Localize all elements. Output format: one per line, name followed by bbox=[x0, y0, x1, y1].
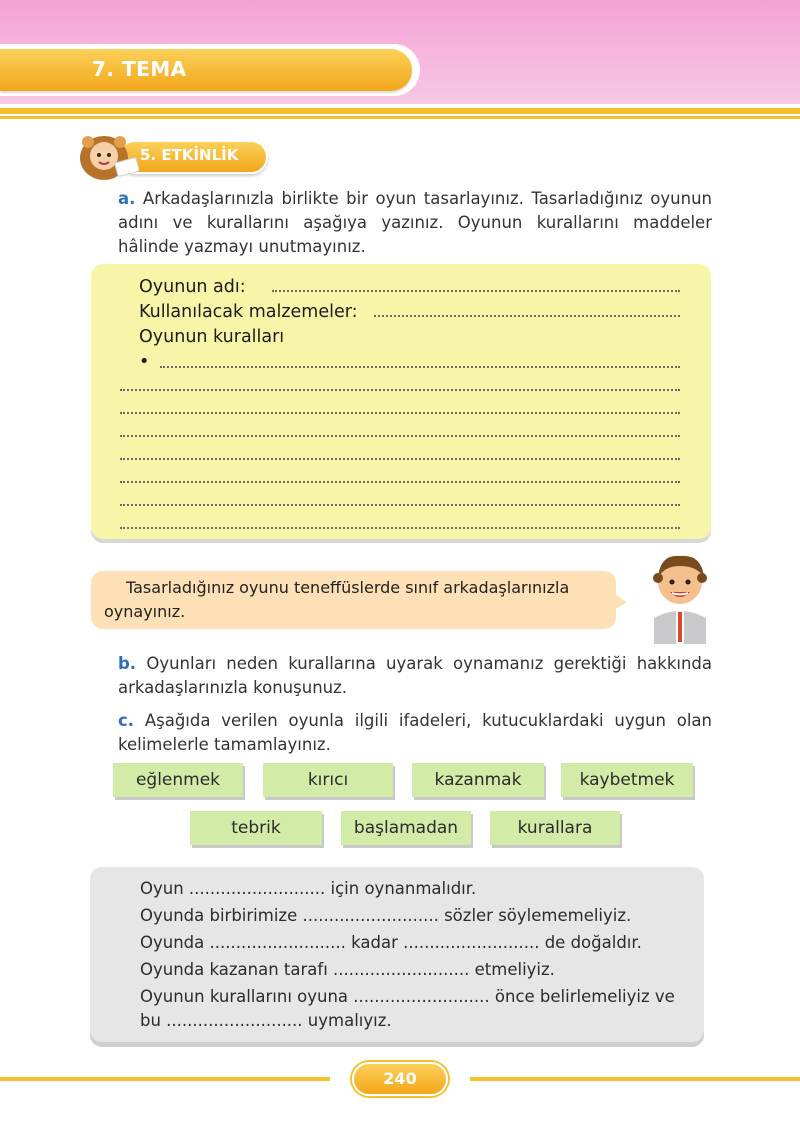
footer-divider-right bbox=[470, 1077, 800, 1081]
rules-field-line[interactable] bbox=[120, 435, 680, 437]
part-c-letter: c. bbox=[118, 711, 135, 730]
rules-field-line[interactable] bbox=[120, 412, 680, 414]
game-name-field[interactable] bbox=[272, 290, 680, 292]
part-a-text: Arkadaşlarınızla birlikte bir oyun tasarlayınız. Tasarladığınız oyunun adını ve kurallarını aşağıya yazınız. Oyunun kurallarını maddeler hâlinde yazmayı unutmayınız. bbox=[118, 189, 712, 256]
word-card[interactable]: eğlenmek bbox=[113, 763, 243, 797]
rules-label: Oyunun kuralları bbox=[139, 327, 285, 347]
rules-bullet: • bbox=[139, 352, 150, 372]
part-a-letter: a. bbox=[118, 189, 136, 208]
rules-field-line[interactable] bbox=[160, 366, 680, 368]
sentence: Oyunda .......................... kadar .......................... de doğaldır. bbox=[140, 933, 642, 952]
part-b-letter: b. bbox=[118, 654, 137, 673]
part-c-text: Aşağıda verilen oyunla ilgili ifadeleri, kutucuklardaki uygun olan kelimelerle tamamlayınız. bbox=[118, 711, 712, 754]
rules-field-line[interactable] bbox=[120, 527, 680, 529]
sentence: Oyun .......................... için oynanmalıdır. bbox=[140, 879, 477, 898]
part-a-instructions bbox=[118, 187, 712, 259]
rules-field-line[interactable] bbox=[120, 458, 680, 460]
girl-writing-icon bbox=[74, 126, 142, 186]
header-divider bbox=[0, 108, 800, 114]
sentence: Oyunda kazanan tarafı .......................... etmeliyiz. bbox=[140, 960, 555, 979]
smiling-boy-icon bbox=[648, 548, 712, 644]
part-b-text: Oyunları neden kurallarına uyarak oynamanız gerektiği hakkında arkadaşlarınızla konuşunuz. bbox=[118, 654, 712, 697]
rules-field-line[interactable] bbox=[120, 504, 680, 506]
word-card[interactable]: kazanmak bbox=[412, 763, 544, 797]
activity-label: 5. ETKİNLİK bbox=[140, 146, 239, 164]
speech-bubble-tail bbox=[611, 592, 627, 612]
part-c-instructions bbox=[118, 709, 712, 757]
word-card[interactable]: kurallara bbox=[490, 811, 620, 845]
game-name-label: Oyunun adı: bbox=[139, 277, 246, 297]
materials-label: Kullanılacak malzemeler: bbox=[139, 302, 358, 322]
page-number: 240 bbox=[383, 1069, 417, 1088]
footer-divider-left bbox=[0, 1077, 330, 1081]
header-divider-thin bbox=[0, 116, 800, 119]
rules-field-line[interactable] bbox=[120, 481, 680, 483]
word-card[interactable]: kırıcı bbox=[263, 763, 393, 797]
word-card[interactable]: tebrik bbox=[190, 811, 322, 845]
sentence: Oyunun kurallarını oyuna .......................... önce belirlemeliyiz ve bbox=[140, 987, 675, 1006]
word-card[interactable]: başlamadan bbox=[341, 811, 471, 845]
sentence: Oyunda birbirimize .......................... sözler söylememeliyiz. bbox=[140, 906, 632, 925]
rules-field-line[interactable] bbox=[120, 389, 680, 391]
sentence: bu .......................... uymalıyız. bbox=[140, 1011, 392, 1030]
part-b-instructions bbox=[118, 652, 712, 700]
theme-tab bbox=[0, 49, 412, 91]
word-card[interactable]: kaybetmek bbox=[561, 763, 693, 797]
speech-bubble-text: Tasarladığınız oyunu teneffüslerde sınıf arkadaşlarınızla oynayınız. bbox=[104, 578, 570, 621]
materials-field[interactable] bbox=[374, 315, 680, 317]
theme-label: 7. TEMA bbox=[92, 57, 187, 81]
